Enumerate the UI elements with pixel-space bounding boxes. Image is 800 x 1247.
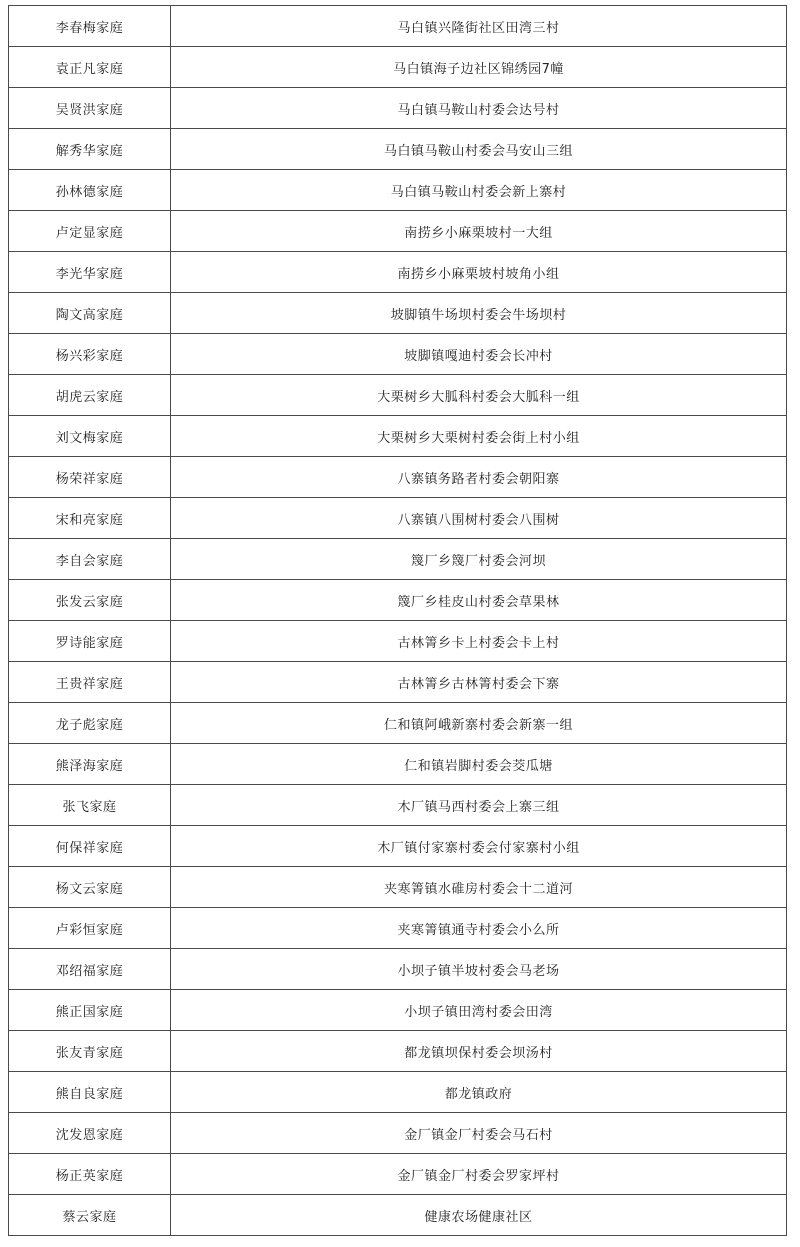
table-row [9,908,787,949]
table-row [9,539,787,580]
family-name-cell: 胡虎云家庭 [9,375,171,416]
address-cell: 夹寒箐镇通寺村委会小么所 [171,908,787,949]
family-name-cell: 杨荣祥家庭 [9,457,171,498]
family-name-cell: 邓绍福家庭 [9,949,171,990]
address-cell: 马白镇海子边社区锦绣园7幢 [171,47,787,88]
address-cell: 坡脚镇嘎迪村委会长冲村 [171,334,787,375]
family-name-cell: 袁正凡家庭 [9,47,171,88]
table-row [9,6,787,47]
family-name-cell: 孙林德家庭 [9,170,171,211]
table-row [9,293,787,334]
table-row [9,457,787,498]
address-cell: 大栗树乡大栗树村委会街上村小组 [171,416,787,457]
family-name-cell: 张友青家庭 [9,1031,171,1072]
family-name-cell: 陶文高家庭 [9,293,171,334]
table-row [9,826,787,867]
family-name-cell: 吴贤洪家庭 [9,88,171,129]
table-row [9,990,787,1031]
address-cell: 小坝子镇半坡村委会马老场 [171,949,787,990]
family-name-cell: 龙子彪家庭 [9,703,171,744]
family-name-cell: 李春梅家庭 [9,6,171,47]
family-name-cell: 何保祥家庭 [9,826,171,867]
address-cell: 篾厂乡桂皮山村委会草果林 [171,580,787,621]
table-row [9,416,787,457]
address-cell: 金厂镇金厂村委会马石村 [171,1113,787,1154]
table-row [9,580,787,621]
table-row [9,170,787,211]
family-name-cell: 李光华家庭 [9,252,171,293]
table-row [9,703,787,744]
family-name-cell: 卢定显家庭 [9,211,171,252]
address-cell: 木厂镇马西村委会上寨三组 [171,785,787,826]
table-row [9,1031,787,1072]
family-name-cell: 刘文梅家庭 [9,416,171,457]
family-name-cell: 张发云家庭 [9,580,171,621]
family-name-cell: 杨正英家庭 [9,1154,171,1195]
family-name-cell: 熊自良家庭 [9,1072,171,1113]
family-name-cell: 李自会家庭 [9,539,171,580]
table-row [9,1113,787,1154]
family-name-cell: 张飞家庭 [9,785,171,826]
address-cell: 古林箐乡卡上村委会卡上村 [171,621,787,662]
family-list-table [8,5,787,1236]
table-row [9,1154,787,1195]
address-cell: 坡脚镇牛场坝村委会牛场坝村 [171,293,787,334]
address-cell: 南捞乡小麻栗坡村坡角小组 [171,252,787,293]
table-row [9,334,787,375]
table-row [9,785,787,826]
address-cell: 八寨镇八围树村委会八围树 [171,498,787,539]
address-cell: 都龙镇坝保村委会坝汤村 [171,1031,787,1072]
family-name-cell: 沈发恩家庭 [9,1113,171,1154]
address-cell: 仁和镇岩脚村委会茭瓜塘 [171,744,787,785]
table-row [9,1072,787,1113]
family-list-table-wrapper [8,5,786,1236]
address-cell: 大栗树乡大胍科村委会大胍科一组 [171,375,787,416]
table-row [9,211,787,252]
family-name-cell: 杨兴彩家庭 [9,334,171,375]
table-row [9,375,787,416]
table-row [9,498,787,539]
family-name-cell: 熊正国家庭 [9,990,171,1031]
address-cell: 夹寒箐镇水碓房村委会十二道河 [171,867,787,908]
table-row [9,744,787,785]
address-cell: 小坝子镇田湾村委会田湾 [171,990,787,1031]
address-cell: 马白镇马鞍山村委会达号村 [171,88,787,129]
address-cell: 马白镇马鞍山村委会马安山三组 [171,129,787,170]
family-name-cell: 王贵祥家庭 [9,662,171,703]
table-row [9,129,787,170]
address-cell: 金厂镇金厂村委会罗家坪村 [171,1154,787,1195]
table-row [9,252,787,293]
table-row [9,1195,787,1236]
address-cell: 健康农场健康社区 [171,1195,787,1236]
family-name-cell: 卢彩恒家庭 [9,908,171,949]
table-row [9,621,787,662]
table-body [9,6,787,1236]
address-cell: 仁和镇阿峨新寨村委会新寨一组 [171,703,787,744]
family-name-cell: 熊泽海家庭 [9,744,171,785]
table-row [9,949,787,990]
address-cell: 马白镇马鞍山村委会新上寨村 [171,170,787,211]
family-name-cell: 蔡云家庭 [9,1195,171,1236]
family-name-cell: 杨文云家庭 [9,867,171,908]
address-cell: 南捞乡小麻栗坡村一大组 [171,211,787,252]
address-cell: 马白镇兴隆街社区田湾三村 [171,6,787,47]
family-name-cell: 罗诗能家庭 [9,621,171,662]
table-row [9,88,787,129]
table-row [9,47,787,88]
family-name-cell: 解秀华家庭 [9,129,171,170]
address-cell: 篾厂乡篾厂村委会河坝 [171,539,787,580]
address-cell: 木厂镇付家寨村委会付家寨村小组 [171,826,787,867]
address-cell: 都龙镇政府 [171,1072,787,1113]
family-name-cell: 宋和亮家庭 [9,498,171,539]
address-cell: 八寨镇务路者村委会朝阳寨 [171,457,787,498]
address-cell: 古林箐乡古林箐村委会下寨 [171,662,787,703]
table-row [9,662,787,703]
table-row [9,867,787,908]
